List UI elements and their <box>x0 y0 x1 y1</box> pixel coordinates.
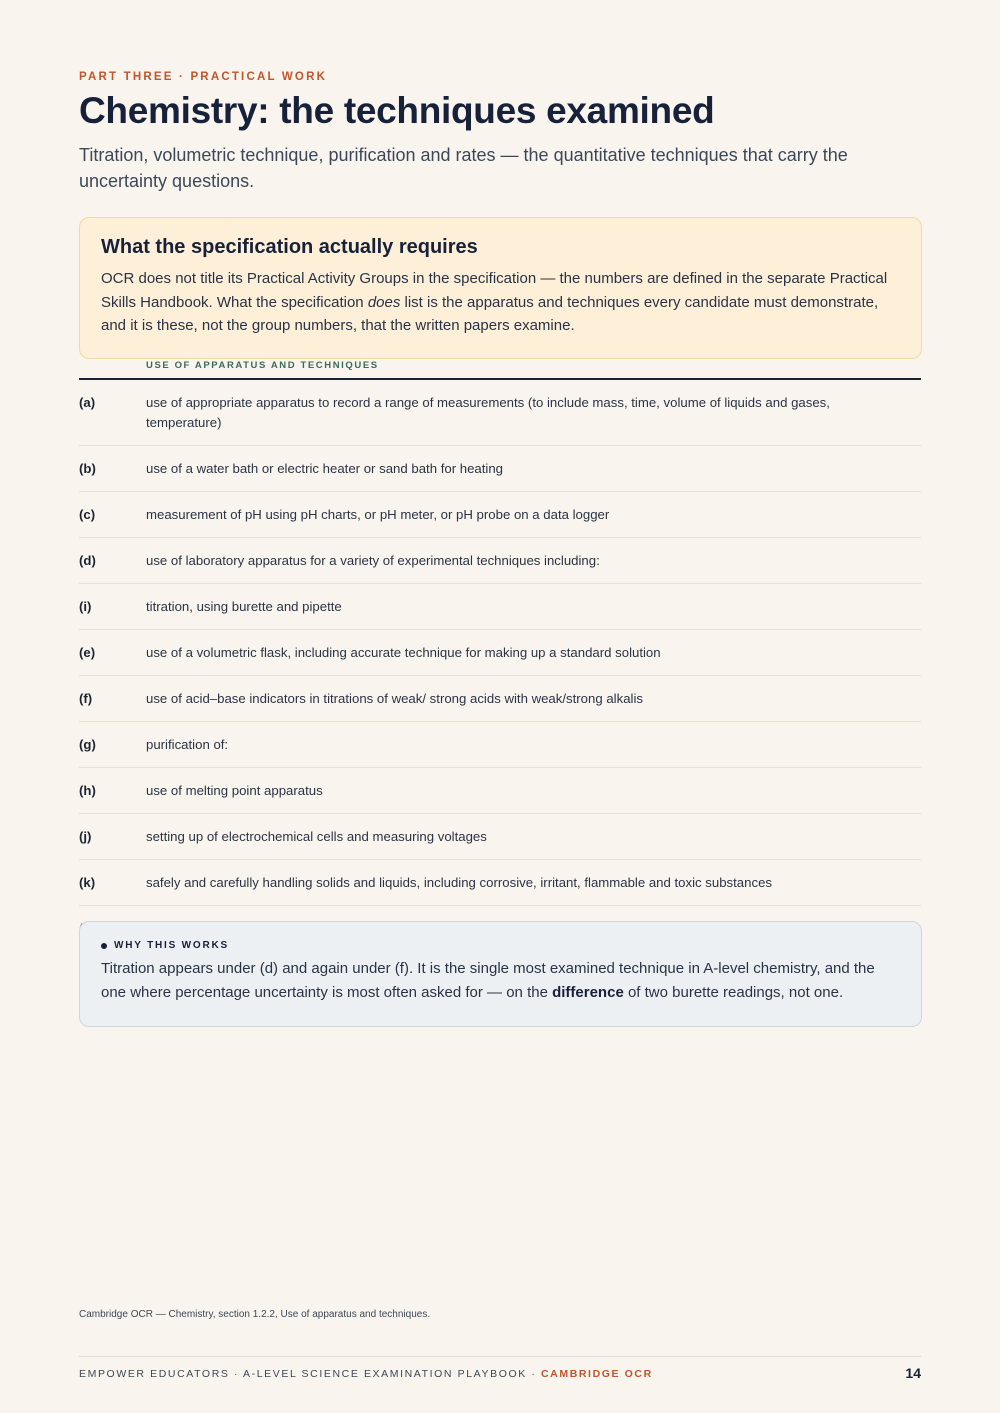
bullet-dot-icon <box>101 943 107 949</box>
table-header <box>79 358 921 380</box>
section-eyebrow: PART THREE · PRACTICAL WORK <box>79 71 328 83</box>
page-title: Chemistry: the techniques examined <box>79 90 715 131</box>
table-header-label: USE OF APPARATUS AND TECHNIQUES <box>146 360 379 371</box>
row-code: (j) <box>79 829 92 844</box>
table-row <box>79 584 921 630</box>
row-description: use of a volumetric flask, including accurate technique for making up a standard solution <box>146 645 661 660</box>
table-row <box>79 768 921 814</box>
row-code: (h) <box>79 783 96 798</box>
table-row <box>79 630 921 676</box>
why-text-after: of two burette readings, not one. <box>623 983 844 1001</box>
page-number: 14 <box>905 1365 921 1381</box>
row-code: (e) <box>79 645 96 660</box>
source-note: Cambridge OCR — Chemistry, section 1.2.2, Use of apparatus and techniques. <box>79 1309 431 1320</box>
row-code: (f) <box>79 691 93 706</box>
footer-left <box>79 1368 653 1380</box>
why-text-before: Titration appears under (d) and again under (f). It is the single most examined technique in A-level chemistry, and the one where percentage uncertainty is most often asked for — on the <box>101 960 875 1001</box>
row-description: measurement of pH using pH charts, or pH meter, or pH probe on a data logger <box>146 507 610 522</box>
callout-heading: What the specification actually requires <box>101 236 478 258</box>
table-row <box>79 722 921 768</box>
table-row <box>79 492 921 538</box>
table-row <box>79 814 921 860</box>
footer-brand: CAMBRIDGE OCR <box>540 1368 653 1380</box>
callout-text <box>101 267 901 338</box>
row-description: use of appropriate apparatus to record a range of measurements (to include mass, time, volume of liquids and gases, temperature) <box>146 395 830 430</box>
row-description: titration, using burette and pipette <box>146 599 342 614</box>
techniques-table <box>79 380 921 951</box>
table-row <box>79 380 921 446</box>
footer-publication: EMPOWER EDUCATORS · A-LEVEL SCIENCE EXAMINATION PLAYBOOK · <box>79 1368 541 1380</box>
table-row <box>79 446 921 492</box>
row-code: (b) <box>79 461 96 476</box>
row-description: purification of: <box>146 737 229 752</box>
row-code: (k) <box>79 875 96 890</box>
row-code: (c) <box>79 507 96 522</box>
why-this-works-box <box>79 921 922 1027</box>
row-description: use of laboratory apparatus for a variety of experimental techniques including: <box>146 553 600 568</box>
why-text-bold: difference <box>552 983 624 1001</box>
row-code: (a) <box>79 395 96 410</box>
table-row <box>79 860 921 906</box>
table-row <box>79 676 921 722</box>
table-row <box>79 538 921 584</box>
row-code: (d) <box>79 553 96 568</box>
why-label-text: WHY THIS WORKS <box>114 940 230 951</box>
row-description: setting up of electrochemical cells and measuring voltages <box>146 829 487 844</box>
callout-text-before: OCR does not title its Practical Activity Groups in the specification — the numbers are defined in the separate Practical Skills Handbook. What the specification <box>101 270 888 311</box>
row-description: use of a water bath or electric heater or sand bath for heating <box>146 461 504 476</box>
spec-callout <box>79 217 922 359</box>
page-footer <box>79 1356 921 1387</box>
why-text <box>101 957 901 1004</box>
callout-text-emphasis: does <box>367 293 401 311</box>
callout-text-after: list is the apparatus and techniques every candidate must demonstrate, and it is these, not the group numbers, that the written papers examine. <box>101 293 879 334</box>
row-code: (g) <box>79 737 96 752</box>
row-description: use of melting point apparatus <box>146 783 323 798</box>
row-description: safely and carefully handling solids and liquids, including corrosive, irritant, flammable and toxic substances <box>146 875 773 890</box>
row-code: (i) <box>79 599 92 614</box>
page-subtitle: Titration, volumetric technique, purification and rates — the quantitative techniques that carry the uncertainty questions. <box>79 145 848 191</box>
row-description: use of acid–base indicators in titrations of weak/ strong acids with weak/strong alkalis <box>146 691 643 706</box>
why-label <box>101 940 901 951</box>
